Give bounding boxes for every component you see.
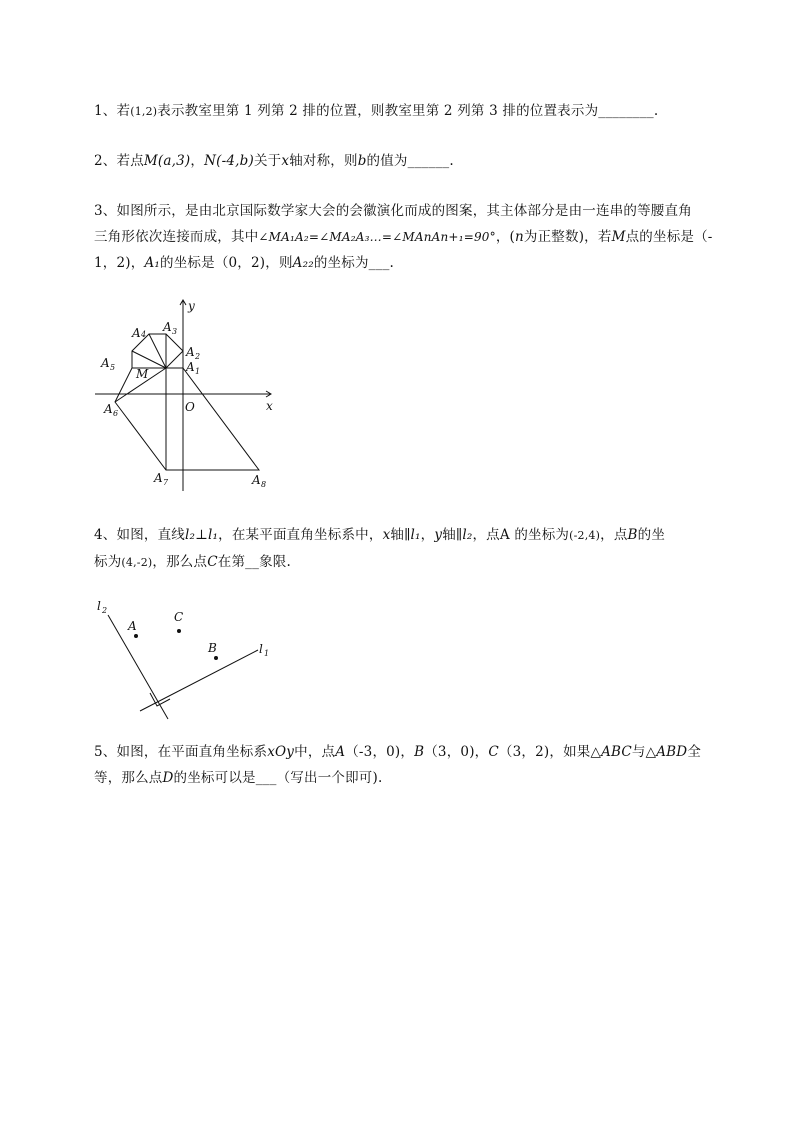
point-b-dot (214, 656, 218, 660)
question-text: 在第 (217, 554, 246, 570)
label-a7-sub: 7 (163, 478, 169, 487)
question-text: 的坐 (637, 527, 666, 543)
math-var: y (434, 527, 443, 543)
question-text: 1，2)， (94, 255, 145, 271)
label-l2: l (97, 599, 101, 613)
math-var: C (207, 554, 218, 570)
label-a1: A (186, 360, 195, 374)
question-text: 若点 (116, 153, 144, 169)
label-point-b: B (208, 641, 217, 655)
answer-blank: __ (245, 554, 260, 570)
question-text: ，在某平面直角坐标系中， (218, 527, 383, 543)
math-angles: ∠MA₁A₂=∠MA₂A₃…=∠MAnAn+₁=90° (258, 230, 496, 244)
answer-blank: ___ (368, 255, 390, 271)
question-text: 如图，在平面直角坐标系 (116, 744, 268, 760)
question-4 (94, 522, 742, 576)
line-l1 (140, 650, 258, 711)
label-a1-sub: 1 (195, 367, 201, 376)
answer-blank: ______ (407, 153, 450, 169)
question-text: （3，0)， (424, 744, 489, 760)
label-point-m: M (136, 367, 149, 381)
question-text: 与△ (631, 744, 657, 760)
math-var: x (382, 527, 391, 543)
label-point-a: A (128, 619, 137, 633)
question-5 (94, 739, 742, 791)
question-text: . (449, 153, 454, 169)
point-a-dot (134, 634, 138, 638)
math-var: xOy (267, 744, 295, 760)
question-text: ， (420, 527, 435, 543)
label-a2-sub: 2 (195, 352, 201, 361)
question-text: 三角形依次连接而成，其中 (94, 229, 259, 245)
label-l1-sub: 1 (264, 649, 270, 658)
question-text: ，点A 的坐标为 (472, 527, 570, 543)
math-var: l₂ (462, 527, 473, 543)
math-var: ABC (601, 744, 632, 760)
answer-blank: ___ (255, 770, 277, 786)
label-l1: l (259, 642, 263, 656)
point-c-dot (177, 629, 181, 633)
question-text: 如图，直线 (116, 527, 185, 543)
question-text: （-3，0)， (345, 744, 415, 760)
math-point-m: M(a,3) (143, 153, 191, 169)
question-text: 如图所示，是由北京国际数学家大会的会徽演化而成的图案，其主体部分是由一连串的等腰直角 (116, 203, 692, 219)
label-a4: A (132, 326, 141, 340)
question-text: 的值为 (366, 153, 408, 169)
math-var: C (488, 744, 499, 760)
math-var: A₁ (144, 255, 161, 271)
question-2 (94, 148, 742, 174)
question-number: 4、 (94, 527, 117, 543)
label-a3: A (163, 320, 172, 334)
line-l2 (108, 615, 168, 719)
label-a5-sub: 5 (110, 363, 116, 372)
label-a6-sub: 6 (113, 409, 119, 418)
question-text: ，那么点 (152, 554, 208, 570)
question-text: 的坐标是（0，2)，则 (160, 255, 293, 271)
question-text: 等，那么点 (94, 770, 163, 786)
math-var: b (357, 153, 367, 169)
label-a7: A (154, 471, 163, 485)
question-text: 若 (116, 103, 131, 119)
question-text: 表示教室里第 1 列第 2 排的位置，则教室里第 2 列第 3 排的位置表示为 (157, 103, 599, 119)
math-coordinate: (-2,4) (569, 529, 601, 542)
question-text: 为正整数)，若 (523, 229, 612, 245)
spiral-segment (166, 351, 183, 368)
question-number: 2、 (94, 153, 117, 169)
question-3 (94, 198, 742, 276)
figure-lines-svg (94, 598, 284, 720)
question-text: . (389, 255, 395, 271)
question-text: 全 (687, 744, 702, 760)
question-text: 象限. (259, 554, 291, 570)
question-text: （写出一个即可). (276, 770, 383, 786)
math-var: B (627, 527, 638, 543)
label-l2-sub: 2 (102, 606, 108, 615)
label-origin: O (185, 400, 195, 414)
math-var: A₂₂ (292, 255, 314, 271)
label-y-axis: y (188, 299, 195, 313)
math-var: D (162, 770, 174, 786)
spiral-segment (132, 351, 166, 368)
label-a6: A (104, 402, 113, 416)
question-text: 的坐标可以是 (173, 770, 256, 786)
question-text: ，( (495, 229, 515, 245)
label-a4-sub: 4 (141, 330, 147, 339)
question-text: . (653, 103, 659, 119)
label-a5: A (101, 356, 110, 370)
question-1 (94, 98, 742, 125)
math-var: ABD (656, 744, 688, 760)
label-a8: A (252, 473, 261, 487)
question-text: 轴∥ (442, 527, 463, 543)
question-text: （3，2)，如果△ (498, 744, 602, 760)
label-point-c: C (174, 610, 184, 624)
question-text: 中，点 (294, 744, 336, 760)
question-number: 3、 (94, 203, 117, 219)
question-text: ，点 (600, 527, 628, 543)
question-number: 5、 (94, 744, 117, 760)
figure-spiral-triangles (95, 293, 285, 491)
math-var: x (281, 153, 290, 169)
math-var: n (515, 229, 524, 245)
figure-spiral-svg (95, 293, 285, 491)
figure-perpendicular-lines (94, 598, 284, 720)
math-perp: l₂⊥l₁ (185, 527, 219, 543)
math-point-n: N(-4,b) (204, 153, 254, 169)
math-var: M (611, 229, 626, 245)
question-text: 点的坐标是（- (625, 229, 713, 245)
spiral-segment (149, 334, 166, 368)
label-a2: A (186, 345, 195, 359)
label-a3-sub: 3 (172, 327, 178, 336)
math-var: A (335, 744, 346, 760)
question-text: 轴对称，则 (289, 153, 358, 169)
math-coordinate: (1,2) (130, 105, 158, 118)
question-number: 1、 (94, 103, 117, 119)
math-var: l₁ (410, 527, 421, 543)
answer-blank: ________ (598, 103, 654, 119)
question-text: 标为 (94, 554, 122, 570)
question-text: 关于 (253, 153, 282, 169)
label-x-axis: x (266, 399, 273, 413)
label-a8-sub: 8 (261, 480, 267, 489)
math-coordinate: (4,-2) (121, 556, 153, 569)
question-text: ， (190, 153, 205, 169)
question-text: 轴∥ (390, 527, 411, 543)
math-var: B (414, 744, 425, 760)
question-text: 的坐标为 (313, 255, 369, 271)
